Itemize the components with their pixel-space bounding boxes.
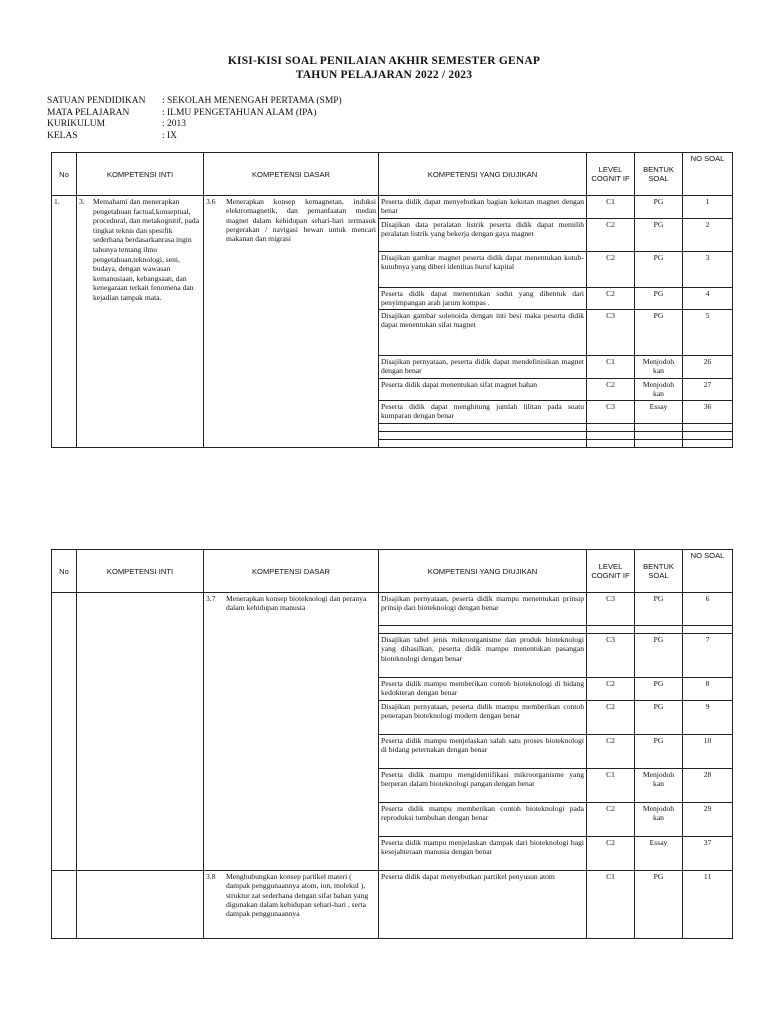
indicator-cell: Peserta didik mampu memberikan contoh bioteknologi pada reproduksi tumbuhan dengan benar [379,803,587,837]
indicator-cell: Peserta didik mampu menjelaskan salah satu proses bioteknologi di bidang peternakan dengan benar [379,735,587,769]
kompetensi-inti-cell [77,593,204,871]
level-cell: C2 [587,701,635,735]
level-cell: C3 [587,401,635,424]
header-kompetensi-inti: KOMPETENSI INTI [77,153,204,196]
table-row [52,593,733,626]
bentuk-cell: PG [635,288,683,310]
bentuk-cell: Menjodoh kan [635,356,683,379]
indicator-cell: Disajikan pernyataan, peserta didik mampu menentukan prinsip prinsip dari bioteknologi dengan benar [379,593,587,626]
identity-row [47,131,342,143]
header-no-soal: NO SOAL [683,153,733,196]
level-cell: C1 [587,769,635,803]
level-cell: C2 [587,837,635,871]
bentuk-cell: PG [635,252,683,288]
row-number: 1. [52,196,77,448]
no-soal-cell: 11 [683,871,733,939]
no-soal-cell: 26 [683,356,733,379]
table-header-row [52,550,733,593]
row-number [52,593,77,871]
kd-text: Menghubungkan konsep partikel materi ( dampak penggunaannya atom, ion, molekul ), struktur zat sederhana dengan sifat bahan yang digunakan dalam kehidupan sehari-hari , serta dampak penggunaannya [226,872,369,919]
bentuk-cell: PG [635,678,683,701]
table-header-row [52,153,733,196]
no-soal-cell: 1 [683,196,733,219]
kompetensi-dasar-cell [204,871,379,939]
level-cell: C3 [587,593,635,626]
kisi-table-1 [51,152,733,448]
indicator-cell: Disajikan pernyataan, peserta didik mampu memberikan contoh penerapan bioteknologi modern dengan benar [379,701,587,735]
no-soal-cell: 2 [683,219,733,252]
level-cell: C2 [587,252,635,288]
kompetensi-inti-cell [77,871,204,939]
bentuk-cell: Menjodoh kan [635,769,683,803]
indicator-cell: Peserta didik mampu menjelaskan dampak dari bioteknologi bagi kesejahteraan manusia dengan benar [379,837,587,871]
level-cell: C2 [587,379,635,401]
header-kompetensi-dasar: KOMPETENSI DASAR [204,153,379,196]
row-number [52,871,77,939]
identity-value: : 2013 [162,119,187,129]
kd-text: Menerapkan konsep kemagnetan, induksi elektromagnetik, dan pemanfaatan medan magnet dalam kehidupan sehari-hari termasuk pergerakan / navigasi hewan untuk mencari makanan dan migrasi [226,197,376,244]
bentuk-cell: Essay [635,401,683,424]
kompetensi-inti-cell [77,196,204,448]
bentuk-cell: Menjodoh kan [635,803,683,837]
no-soal-cell: 7 [683,634,733,678]
bentuk-cell: PG [635,871,683,939]
no-soal-cell: 4 [683,288,733,310]
header-no: No [52,153,77,196]
indicator-cell: Peserta didik dapat menentukan sifat magnet bahan [379,379,587,401]
bentuk-cell: PG [635,219,683,252]
bentuk-cell: PG [635,634,683,678]
no-soal-cell: 6 [683,593,733,626]
indicator-cell: Disajikan pernyataan, peserta didik dapat mendefinisikan magnet dengan benar [379,356,587,379]
level-cell: C1 [587,871,635,939]
bentuk-cell: PG [635,701,683,735]
header-kompetensi-diujikan: KOMPETENSI YANG DIUJIKAN [379,153,587,196]
no-soal-cell: 36 [683,401,733,424]
no-soal-cell: 29 [683,803,733,837]
kompetensi-dasar-cell [204,593,379,871]
table-row [52,871,733,939]
indicator-cell: Peserta didik dapat menyebutkan partikel penyusun atom [379,871,587,939]
identity-row [47,119,342,131]
bentuk-cell: PG [635,593,683,626]
no-soal-cell: 27 [683,379,733,401]
identity-value: : IX [162,130,178,141]
academic-year: TAHUN PELAJARAN 2022 / 2023 [295,69,473,81]
bentuk-cell: Menjodoh kan [635,379,683,401]
kd-number: 3.7 [206,594,216,603]
bentuk-cell: Essay [635,837,683,871]
no-soal-cell: 28 [683,769,733,803]
header-bentuk-soal: BENTUK SOAL [635,153,683,196]
no-soal-cell: 3 [683,252,733,288]
indicator-cell: Disajikan data peralatan listrik peserta didik dapat memilih peralatan listrik yang bekerja dengan gaya magnet [379,219,587,252]
indicator-cell: Peserta didik mampu memberikan contoh bioteknologi di bidang kedokteran dengan benar [379,678,587,701]
level-cell: C2 [587,219,635,252]
header-kompetensi-dasar: KOMPETENSI DASAR [204,550,379,593]
header-no-soal: NO SOAL [683,550,733,593]
no-soal-cell: 9 [683,701,733,735]
no-soal-cell: 37 [683,837,733,871]
no-soal-cell: 5 [683,310,733,356]
kd-number: 3.6 [206,197,216,206]
level-cell: C3 [587,310,635,356]
identity-row [47,96,342,108]
identity-label: KURIKULUM [47,119,106,129]
bentuk-cell: PG [635,310,683,356]
indicator-cell: Disajikan gambar solenoida dengan inti besi maka peserta didik dapat menentukan sifat magnet [379,310,587,356]
document-title: KISI-KISI SOAL PENILAIAN AKHIR SEMESTER GENAP [227,55,541,67]
no-soal-cell: 8 [683,678,733,701]
header-kompetensi-diujikan: KOMPETENSI YANG DIUJIKAN [379,550,587,593]
indicator-cell: Peserta didik dapat menentukan sudut yang dibentuk dari penyimpangan arah jarum kompas . [379,288,587,310]
level-cell: C3 [587,634,635,678]
indicator-cell: Peserta didik dapat menghitung jumlah lilitan pada suatu kumparan dengan benar [379,401,587,424]
level-cell: C2 [587,288,635,310]
kisi-table-2 [51,549,733,939]
kompetensi-dasar-cell [204,196,379,448]
header-kompetensi-inti: KOMPETENSI INTI [77,550,204,593]
identity-label: KELAS [47,130,78,141]
indicator-cell: Disajikan gambar magnet peserta didik dapat menentukan kutub-kutubnya yang diberi identitas huruf kapital [379,252,587,288]
identity-label: MATA PELAJARAN [47,107,130,118]
kd-number: 3.8 [206,872,216,881]
table-row [52,196,733,219]
kd-text: Menerapkan konsep bioteknologi dan peranya dalam kehidupan manusia [226,594,367,613]
identity-value: : SEKOLAH MENENGAH PERTAMA (SMP) [162,96,342,106]
indicator-cell: Peserta didik dapat menyebutkan bagian kekutan magnet dengan benar [379,196,587,219]
identity-block [47,96,342,142]
identity-value: : ILMU PENGETAHUAN ALAM (IPA) [162,107,317,118]
level-cell: C2 [587,735,635,769]
level-cell: C2 [587,678,635,701]
level-cell: C1 [587,196,635,219]
header-level-kognitif: LEVEL COGNIT IF [587,550,635,593]
bentuk-cell: PG [635,735,683,769]
identity-label: SATUAN PENDIDIKAN [47,96,146,106]
ki-number: 3. [79,197,85,206]
level-cell: C2 [587,803,635,837]
indicator-cell: Disajikan tabel jenis mikroorganisme dan produk bioteknologi yang dihasilkan, peserta didik mampu menentukan pasangan bioteknologi dengan benar [379,634,587,678]
header-bentuk-soal: BENTUK SOAL [635,550,683,593]
indicator-cell: Peserta didik mampu mengidentifikasi mikroorganisme yang berperan dalam bioteknologi pangan dengan benar [379,769,587,803]
identity-row [47,108,342,120]
bentuk-cell: PG [635,196,683,219]
ki-text: Memahami dan menerapkan pengetahuan factual,konseptual, procedural, dan metakognitif, pada tingkat teknis dan spesifik sederhana berdasarkanrasa ingin tahunya tentang ilmu pengetahuan,teknologi, seni, budaya, dengan wawasan kemanusiaan, kebangsaan, dan kenegaraan terkait fenomena dan kejadian tampak mata. [93,197,200,302]
level-cell: C1 [587,356,635,379]
header-level-kognitif: LEVEL COGNIT IF [587,153,635,196]
header-no: No [52,550,77,593]
no-soal-cell: 10 [683,735,733,769]
